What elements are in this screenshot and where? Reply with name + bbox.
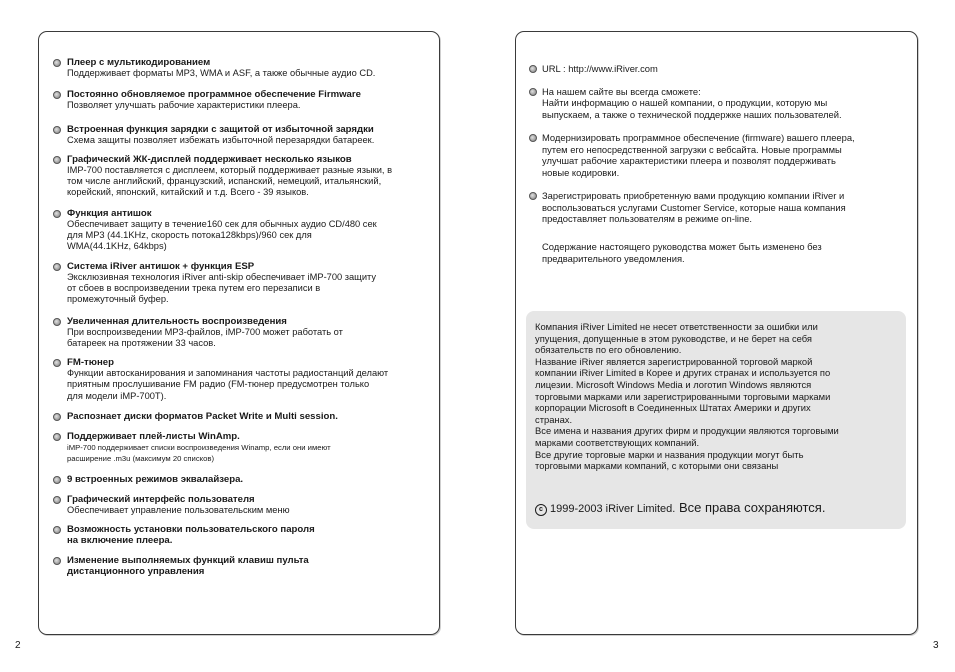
website-info-list bbox=[529, 63, 907, 225]
info-item bbox=[529, 132, 907, 178]
bullet-icon bbox=[53, 359, 61, 367]
feature-title: Увеличенная длительность воспроизведения bbox=[67, 315, 287, 327]
info-text: Модернизировать программное обеспечение (firmware) вашего плеера, путем его непосредственной загрузки с вебсайта. Новые программы улучшат рабочие характеристики плеера и позволят поддерживать новые кодировки. bbox=[542, 132, 855, 178]
info-item bbox=[529, 190, 907, 225]
feature-list bbox=[53, 57, 431, 577]
feature-title: Изменение выполняемых функций клавиш пульта дистанционного управления bbox=[67, 555, 309, 578]
right-page-panel bbox=[515, 31, 918, 635]
bullet-icon bbox=[53, 433, 61, 441]
change-notice: Содержание настоящего руководства может быть изменено без предварительного уведомления. bbox=[542, 241, 822, 264]
feature-description: iMP-700 поддерживает списки воспроизведения Winamp, если они имеют расширение .m3u (максимум 20 списков) bbox=[67, 443, 331, 464]
info-item bbox=[529, 63, 907, 75]
bullet-icon bbox=[53, 263, 61, 271]
feature-title: Графический интерфейс пользователя bbox=[67, 494, 255, 506]
feature-description: Поддерживает форматы MP3, WMA и ASF, а также обычные аудио CD. bbox=[67, 68, 376, 78]
bullet-icon bbox=[53, 526, 61, 534]
bullet-icon bbox=[529, 88, 537, 96]
feature-item bbox=[53, 411, 431, 422]
feature-title: Система iRiver антишок + функция ESP bbox=[67, 260, 255, 272]
info-item bbox=[529, 86, 907, 121]
feature-item bbox=[53, 57, 431, 79]
bullet-icon bbox=[529, 65, 537, 73]
left-page-panel bbox=[38, 31, 440, 635]
copyright-line bbox=[535, 500, 825, 517]
feature-item bbox=[53, 154, 431, 199]
feature-description: Функции автосканирования и запоминания частоты радиостанций делают приятным прослушивание FM радио (FM-тюнер предусмотрен только для модели iMP-700T). bbox=[67, 368, 389, 401]
feature-item bbox=[53, 494, 431, 516]
feature-item bbox=[53, 89, 431, 111]
info-text: Зарегистрировать приобретенную вами продукцию компании iRiver и воспользоваться услугами Customer Service, которые наша компания предоставляет пользователям в режиме on-line. bbox=[542, 190, 846, 224]
feature-description: Позволяет улучшать рабочие характеристики плеера. bbox=[67, 100, 301, 111]
bullet-icon bbox=[53, 496, 61, 504]
bullet-icon bbox=[53, 59, 61, 67]
bullet-icon bbox=[53, 413, 61, 421]
feature-title: Поддерживает плей-листы WinAmp. bbox=[67, 431, 240, 443]
feature-description: При воспроизведении MP3-файлов, iMP-700 может работать от батареек на протяжении 33 часов. bbox=[67, 326, 343, 348]
copyright-years: 1999-2003 iRiver Limited. bbox=[550, 503, 676, 515]
info-text: На нашем сайте вы всегда сможете: Найти информацию о нашей компании, о продукции, которую мы выпускаем, а также о технической поддержке наших пользователей. bbox=[542, 85, 842, 120]
feature-title: Встроенная функция зарядки с защитой от избыточной зарядки bbox=[67, 123, 374, 135]
info-text: URL : http://www.iRiver.com bbox=[542, 63, 658, 74]
disclaimer-text: Компания iRiver Limited не несет ответственности за ошибки или упущения, допущенные в этом руководстве, и не берет на себя обязательств по его обновлению. Название iRiver является зарегистрированной торговой маркой компании iRiver Limited в Корее и других странах и используется по лицезии. Microsoft Windows Media и логотип Windows являются торговыми марками или зарегистрированными торговыми марками корпорации Microsoft в Соединенных Штатах Америки и других странах. Все имена и названия других фирм и продукции являются торговыми марками соответствующих компаний. Все другие торговые марки и названия продукции могут быть торговыми марками компаний, с которыми они связаны bbox=[535, 321, 839, 472]
feature-item bbox=[53, 124, 431, 146]
feature-title: Возможность установки пользовательского пароля на включение плеера. bbox=[67, 524, 315, 547]
bullet-icon bbox=[53, 156, 61, 164]
page-number-left: 2 bbox=[15, 640, 21, 651]
bullet-icon bbox=[53, 91, 61, 99]
feature-item bbox=[53, 357, 431, 402]
feature-title: FM-тюнер bbox=[67, 357, 114, 369]
feature-title: Плеер с мультикодированием bbox=[67, 57, 211, 68]
feature-item bbox=[53, 431, 431, 464]
disclaimer-box bbox=[526, 311, 906, 529]
feature-title: Функция антишок bbox=[67, 207, 152, 219]
page-number-right: 3 bbox=[933, 640, 939, 651]
feature-item bbox=[53, 474, 431, 485]
bullet-icon bbox=[53, 210, 61, 218]
copyright-text: Все права сохраняются. bbox=[678, 500, 826, 515]
feature-title: Постоянно обновляемое программное обеспечение Firmware bbox=[67, 89, 361, 101]
feature-item bbox=[53, 261, 431, 306]
feature-item bbox=[53, 316, 431, 350]
bullet-icon bbox=[529, 134, 537, 142]
feature-description: Эксклюзивная технология iRiver anti-skip обеспечивает iMP-700 защиту от сбоев в воспроизведении трека путем его перезаписи в промежуточный буфер. bbox=[67, 271, 377, 305]
feature-title: 9 встроенных режимов эквалайзера. bbox=[67, 474, 244, 486]
bullet-icon bbox=[53, 318, 61, 326]
copyright-icon: c bbox=[535, 504, 547, 516]
bullet-icon bbox=[529, 192, 537, 200]
feature-description: Обеспечивает управление пользовательским меню bbox=[67, 505, 290, 516]
feature-item bbox=[53, 208, 431, 253]
feature-title: Распознает диски форматов Packet Write и Multi session. bbox=[67, 411, 338, 423]
feature-item bbox=[53, 555, 431, 577]
feature-description: Схема защиты позволяет избежать избыточной перезарядки батареек. bbox=[67, 134, 375, 145]
bullet-icon bbox=[53, 476, 61, 484]
feature-description: Обеспечивает защиту в течение160 сек для обычных аудио CD/480 сек для MP3 (44.1KHz, скорость потока128kbps)/960 сек для WMA(44.1KHz, 64kbps) bbox=[67, 218, 377, 252]
bullet-icon bbox=[53, 557, 61, 565]
feature-title: Графический ЖК-дисплей поддерживает несколько языков bbox=[67, 153, 352, 165]
feature-description: IMP-700 поставляется с дисплеем, который поддерживает разные языки, в том числе английский, французский, испанский, немецкий, итальянский, корейский, японский, китайский и т.д. Всего - 39 языков. bbox=[67, 164, 393, 198]
bullet-icon bbox=[53, 126, 61, 134]
feature-item bbox=[53, 524, 431, 546]
